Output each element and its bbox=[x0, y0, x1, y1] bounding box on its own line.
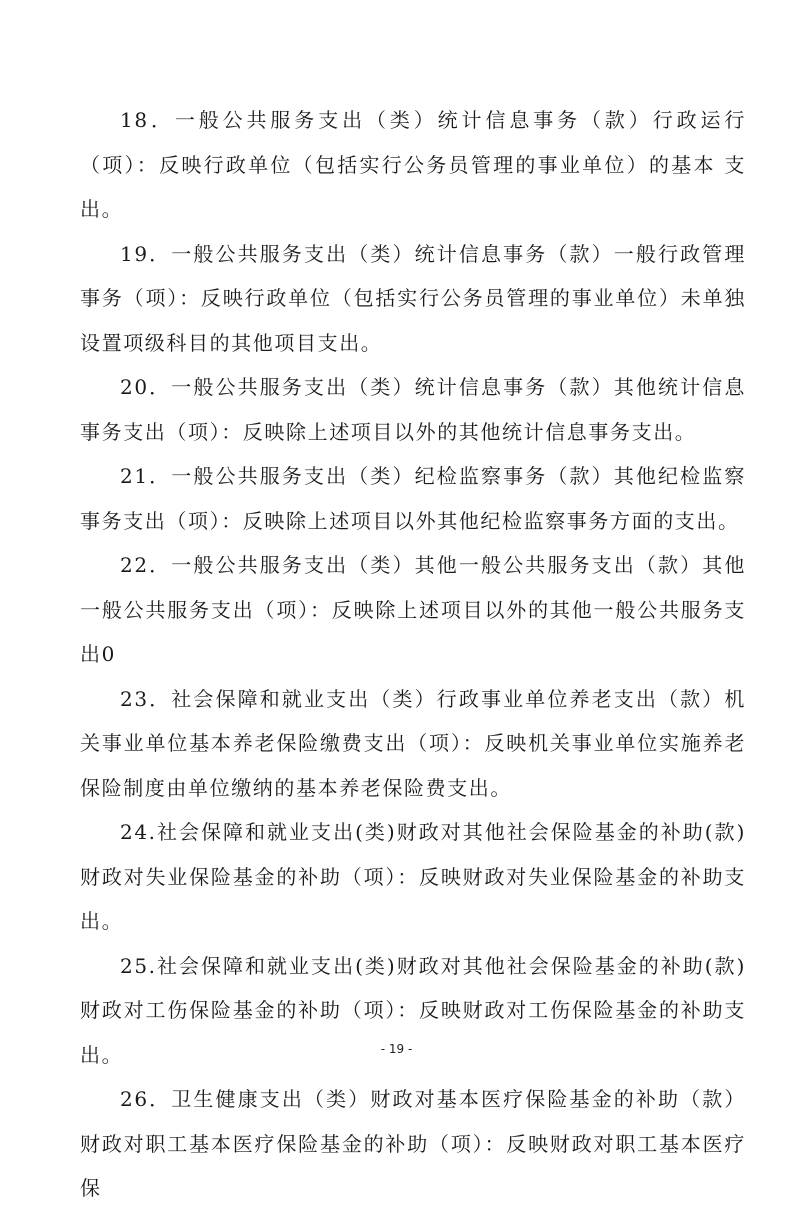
paragraph-21: 21．一般公共服务支出（类）纪检监察事务（款）其他纪检监察事务支出（项）：反映除上述项目以外其他纪检监察事务方面的支出。 bbox=[80, 464, 746, 533]
paragraph-20: 20．一般公共服务支出（类）统计信息事务（款）其他统计信息事务支出（项）：反映除上述项目以外的其他统计信息事务支出。 bbox=[80, 375, 746, 444]
paragraph-24: 24.社会保障和就业支出(类)财政对其他社会保险基金的补助(款)财政对失业保险基金的补助（项）：反映财政对失业保险基金的补助支出。 bbox=[80, 820, 746, 933]
paragraph-25: 25.社会保障和就业支出(类)财政对其他社会保险基金的补助(款)财政对工伤保险基金的补助（项）：反映财政对工伤保险基金的补助支出。 bbox=[80, 953, 746, 1067]
paragraph-18: 18．一般公共服务支出（类）统计信息事务（款）行政运行（项）：反映行政单位（包括实行公务员管理的事业单位）的基本 支出。 bbox=[80, 108, 746, 221]
paragraph-19: 19．一般公共服务支出（类）统计信息事务（款）一般行政管理事务（项）：反映行政单位（包括实行公务员管理的事业单位）未单独设置项级科目的其他项目支出。 bbox=[80, 241, 746, 355]
paragraph-22: 22．一般公共服务支出（类）其他一般公共服务支出（款）其他一般公共服务支出（项）：反映除上述项目以外的其他一般公共服务支出0 bbox=[80, 553, 746, 666]
paragraph-26: 26．卫生健康支出（类）财政对基本医疗保险基金的补助（款）财政对职工基本医疗保险基金的补助（项）：反映财政对职工基本医疗保 bbox=[80, 1087, 746, 1200]
page-number: - 19 - bbox=[380, 1042, 413, 1056]
paragraph-23: 23．社会保障和就业支出（类）行政事业单位养老支出（款）机关事业单位基本养老保险缴费支出（项）：反映机关事业单位实施养老保险制度由单位缴纳的基本养老保险费支出。 bbox=[80, 686, 746, 800]
